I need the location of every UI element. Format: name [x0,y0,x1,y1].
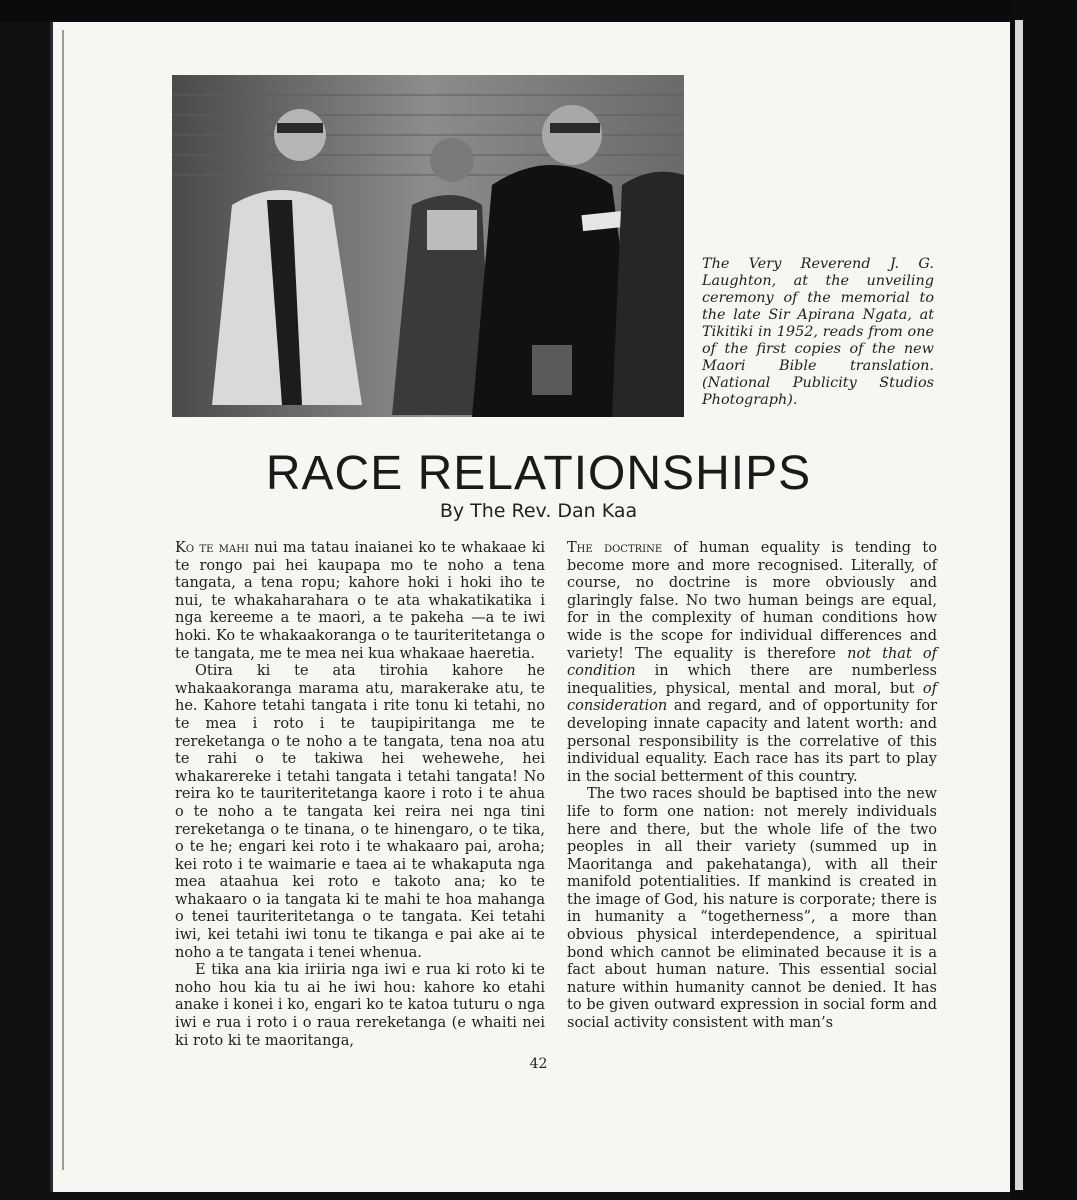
photograph-image [172,75,684,417]
binding-strip [1015,20,1023,1190]
right-paragraph-2: The two races should be baptised into the new life to form one nation: not merely individuals here and there, but the whole life of the two peoples in all their variety (summed up in Maoritanga and pakehatanga), with all their manifold potentialities. If mankind is created in the image of God, his nature is corporate; there is in humanity a “togetherness”, a more than obvious physical interdependence, a spiritual bond which cannot be eliminated because it is a fact about human nature. This essential social nature within humanity cannot be denied. It has to be given outward expression in social form and social activity consistent with man’s [567,786,937,1032]
emphasis-not-that-of-condition: not that of condition [567,645,937,680]
page-edge-line [62,30,64,1170]
left-paragraph-2: Otira ki te ata tirohia kahore he whakaakoranga marama atu, marakerake atu, te he. Kahore tetahi tangata i rite tonu ki tetahi, no te mea i roto i te taupipiritanga me te rereketanga o te noho a te tangata, tena noa atu te rahi o te takiwa hei wehewehe, hei whakarereke i tetahi tangata i tetahi tangata! No reira ko te tauriteritetanga kaore i roto i te ahua o te noho a te tangata kei reira nei nga tini rereketanga o te tinana, o te hinengaro, o te tika, o te he; engari kei roto i te whakaaro pai, aroha; kei roto i te waimarie e taea ai te whakaputa nga mea ataahua kei roto e takoto ana; ko te whakaaro o ia tangata ki te mahi te hoa mahanga o tenei tauriteritetanga o te tangata. Kei tetahi iwi, kei tetahi iwi tonu te tikanga e pai ake ai te noho a te tangata i tenei whenua. [175,663,545,961]
article-byline: By The Rev. Dan Kaa [439,500,638,522]
right-paragraph-1-part-c: and regard, and of opportunity for developing innate capacity and latent worth: and personal responsibility is the correlative of this individual equality. Each race has its part to play in the social betterment of this country. [567,698,937,785]
right-paragraph-1-part-a: of human equality is tending to become more and more recognised. Literally, of course, no doctrine is more obviously and glaringly false. No two human beings are equal, for in the complexity of human conditions how wide is the scope for individual differences and variety! The equality is therefore [567,540,937,662]
article-title: RACE RELATIONSHIPS [265,447,812,500]
emphasis-of-consideration: of consideration [567,680,937,715]
english-text-column [567,540,937,1033]
left-paragraph-3: E tika ana kia iriiria nga iwi e rua ki roto ki te noho hou kia tu ai he iwi hou: kahore ko etahi anake i konei i ko, engari ko te katoa tuturu o nga iwi e rua i roto i o raua rereketanga (e whaiti nei ki roto ki te maoritanga, [175,962,545,1049]
right-paragraph-1-part-b: in which there are numberless inequalities, physical, mental and moral, but [567,663,937,697]
right-lead-in: The doctrine [567,540,663,556]
photograph [172,75,684,417]
scan-top-border [0,0,1077,22]
left-paragraph-1-body: nui ma tatau inaianei ko te whakaae ki te rongo pai hei kaupapa mo te noho a tena tangata, a tena ropu; kahore hoki i hoki iho te nui, te whakaharahara o te ata whakatikatika i nga kereeme a te maori, a te pakeha —a te iwi hoki. Ko te whakaakoranga o te tauriteritetanga o te tangata, me te mea nei kua whakaae haeretia. [175,540,545,662]
right-paragraph-1 [567,540,937,786]
photo-caption: The Very Reverend J. G. Laughton, at the unveiling ceremony of the memorial to the late Sir Apirana Ngata, at Tikitiki in 1952, reads from one of the first copies of the new Maori Bible translation. (National Publicity Studios Photograph). [702,256,934,408]
maori-text-column [175,540,545,1050]
left-lead-in: Ko te mahi [175,540,249,556]
left-paragraph-1 [175,540,545,663]
page-number: 42 [529,1056,548,1072]
